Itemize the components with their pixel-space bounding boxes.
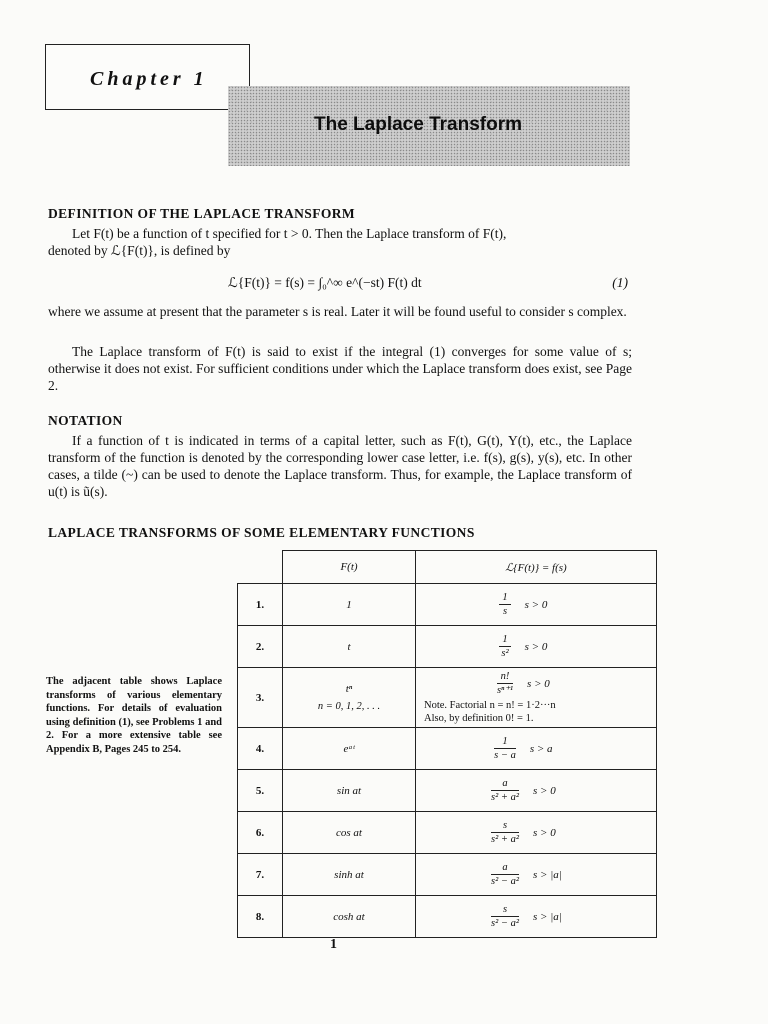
function-cell — [283, 812, 416, 854]
transform-cell — [416, 896, 657, 938]
notation-paragraph: If a function of t is indicated in terms of a capital letter, such as F(t), G(t), Y(t), etc., the Laplace transform of the function is denoted by the corresponding lower case letter, i.e. f(s), g(s), y(s), etc. In other cases, a tilde (~) can be used to denote the Laplace transform. Thus, for example, the Laplace transform of u(t) is ũ(s). — [48, 433, 632, 499]
fraction-numerator: s — [491, 819, 519, 833]
fraction-numerator: a — [491, 861, 519, 875]
function-cell — [283, 668, 416, 728]
table-side-note: The adjacent table shows Laplace transforms of various elementary functions. For details of evaluation using definition (1), see Problems 1 and 2. For a more extensive table see Appendix B, Pages 245 to 254. — [46, 676, 222, 755]
row-number: 2. — [238, 626, 283, 668]
section-heading-definition: DEFINITION OF THE LAPLACE TRANSFORM — [48, 206, 356, 221]
table-body — [238, 584, 657, 938]
function-cell — [283, 896, 416, 938]
transform-cell — [416, 728, 657, 770]
function-cell — [283, 584, 416, 626]
row-number: 1. — [238, 584, 283, 626]
row-number: 5. — [238, 770, 283, 812]
fraction-denominator: s − a — [494, 750, 516, 761]
laplace-definition-formula — [48, 272, 632, 302]
fraction-numerator: a — [491, 777, 519, 791]
laplace-transform-table — [237, 550, 657, 938]
table-row — [238, 770, 657, 812]
fraction-denominator: s² − a² — [491, 876, 519, 887]
transform-fraction — [494, 735, 516, 762]
table-row — [238, 812, 657, 854]
row-number: 7. — [238, 854, 283, 896]
fraction-denominator: s² − a² — [491, 918, 519, 929]
page-number: 1 — [330, 937, 337, 952]
row-number: 6. — [238, 812, 283, 854]
transform-cell — [416, 668, 657, 728]
table-row — [238, 626, 657, 668]
function-expression: sin at — [336, 784, 362, 797]
table-header-blank — [238, 551, 283, 584]
transform-fraction — [499, 591, 510, 618]
function-expression: cos at — [336, 826, 362, 839]
transform-cell — [416, 770, 657, 812]
convergence-condition: s > 0 — [532, 784, 556, 797]
table-row — [238, 896, 657, 938]
definition-line-2: denoted by ℒ{F(t)}, is defined by — [48, 243, 231, 258]
fraction-denominator: s — [502, 606, 508, 617]
transform-fraction — [497, 670, 513, 697]
row-number: 8. — [238, 896, 283, 938]
row-number: 4. — [238, 728, 283, 770]
convergence-condition: s > 0 — [527, 677, 550, 690]
fraction-denominator: s² — [501, 648, 509, 659]
transform-cell — [416, 812, 657, 854]
formula-expression: ℒ{F(t)} = f(s) = ∫₀^∞ e^(−st) F(t) dt — [228, 275, 422, 290]
definition-paragraph — [48, 225, 632, 259]
fraction-denominator: sⁿ⁺¹ — [496, 685, 514, 696]
table-header-transform: ℒ{F(t)} = f(s) — [416, 551, 657, 584]
ft-subnote: n = 0, 1, 2, . . . — [317, 701, 381, 712]
paragraph-parameter-real: where we assume at present that the parameter s is real. Later it will be found useful to consider s complex. — [48, 304, 627, 319]
transform-fraction — [499, 633, 510, 660]
function-expression: tⁿ — [345, 683, 353, 695]
function-expression: eᵃᵗ — [343, 742, 355, 755]
table-header-ft: F(t) — [283, 551, 416, 584]
function-cell — [283, 728, 416, 770]
table-row — [238, 668, 657, 728]
convergence-condition: s > |a| — [532, 910, 562, 923]
row-number: 3. — [238, 668, 283, 728]
convergence-condition: s > 0 — [524, 598, 548, 611]
function-expression: t — [347, 640, 351, 653]
transform-fraction — [491, 777, 519, 804]
table-row — [238, 584, 657, 626]
convergence-condition: s > a — [529, 742, 553, 755]
function-expression: 1 — [346, 598, 352, 611]
fraction-denominator: s² + a² — [491, 834, 519, 845]
section-heading-notation: NOTATION — [48, 413, 123, 428]
convergence-condition: s > |a| — [532, 868, 562, 881]
function-cell — [283, 626, 416, 668]
transform-fraction — [491, 819, 519, 846]
factorial-note-1: Note. Factorial n = n! = 1·2···n — [424, 700, 556, 711]
convergence-condition: s > 0 — [532, 826, 556, 839]
function-cell — [283, 770, 416, 812]
transform-fraction — [491, 903, 519, 930]
convergence-condition: s > 0 — [524, 640, 548, 653]
transform-cell — [416, 626, 657, 668]
transform-cell — [416, 584, 657, 626]
fraction-numerator: n! — [497, 670, 513, 684]
function-expression: sinh at — [334, 868, 364, 881]
paragraph-existence: The Laplace transform of F(t) is said to exist if the integral (1) converges for some value of s; otherwise it does not exist. For sufficient conditions under which the Laplace transform does exist, see Page 2. — [48, 344, 632, 393]
fraction-denominator: s² + a² — [491, 792, 519, 803]
definition-line-1: Let F(t) be a function of t specified for t > 0. Then the Laplace transform of F(t), — [72, 226, 507, 241]
function-expression: cosh at — [333, 910, 365, 923]
fraction-numerator: 1 — [499, 633, 510, 647]
fraction-numerator: 1 — [494, 735, 516, 749]
transform-fraction — [491, 861, 519, 888]
chapter-title: The Laplace Transform — [314, 114, 523, 135]
fraction-numerator: s — [491, 903, 519, 917]
chapter-label: Chapter 1 — [90, 68, 208, 90]
table-row — [238, 728, 657, 770]
table-row — [238, 854, 657, 896]
formula-number: (1) — [612, 275, 628, 290]
transform-cell — [416, 854, 657, 896]
function-cell — [283, 854, 416, 896]
fraction-numerator: 1 — [499, 591, 510, 605]
section-heading-elementary-transforms: LAPLACE TRANSFORMS OF SOME ELEMENTARY FUNCTIONS — [48, 525, 475, 540]
factorial-note-2: Also, by definition 0! = 1. — [424, 713, 534, 724]
